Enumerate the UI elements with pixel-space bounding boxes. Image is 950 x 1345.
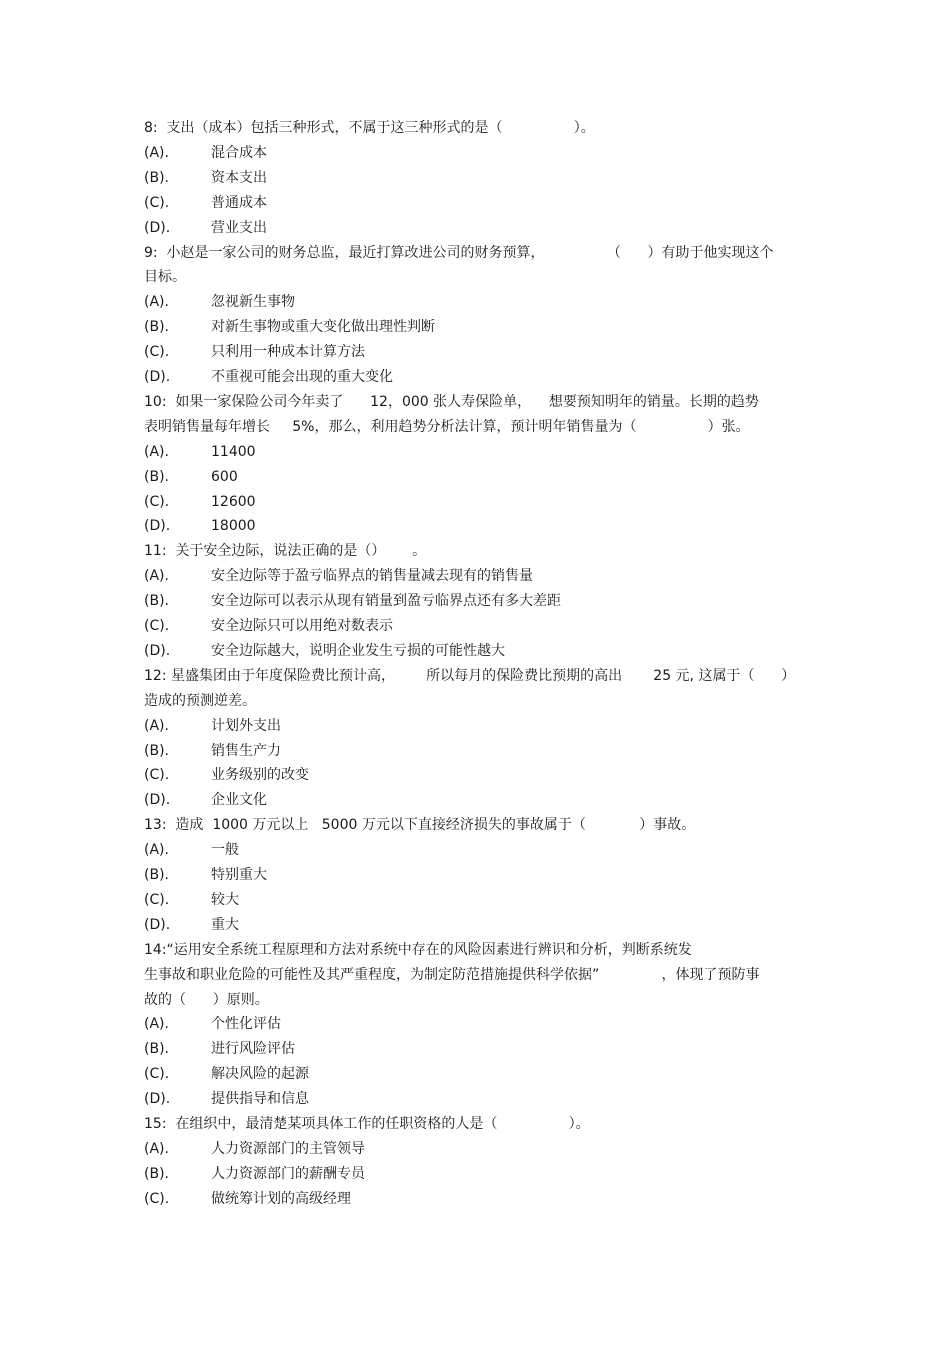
option-text: 忽视新生事物 bbox=[211, 294, 295, 311]
option-text: 营业支出 bbox=[211, 219, 267, 236]
option-letter: (D). bbox=[144, 916, 171, 933]
question-stem-line: 14:“运用安全系统工程原理和方法对系统中存在的风险因素进行辨识和分析，判断系统发 bbox=[144, 941, 692, 958]
question-stem-line: 目标。 bbox=[144, 269, 186, 286]
question-stem-line: 10: 如果一家保险公司今年卖了 12，000 张人寿保险单， 想要预知明年的销量。长期的趋势 bbox=[144, 393, 759, 410]
option-letter: (C). bbox=[144, 618, 170, 634]
question-stem-line: 故的（ ）原则。 bbox=[144, 991, 269, 1008]
option-letter: (D). bbox=[144, 792, 171, 809]
option-text: 安全边际可以表示从现有销量到盈亏临界点还有多大差距 bbox=[211, 593, 561, 610]
option-letter: (C). bbox=[144, 1066, 170, 1083]
option-text: 进行风险评估 bbox=[211, 1041, 295, 1058]
option-letter: (B). bbox=[144, 593, 169, 610]
option-letter: (A). bbox=[144, 842, 169, 859]
option-letter: (B). bbox=[144, 867, 169, 883]
question-stem-line: 表明销售量每年增长 5%，那么，利用趋势分析法计算，预计明年销售量为（ ）张。 bbox=[144, 418, 750, 435]
option-letter: (D). bbox=[144, 642, 171, 659]
option-text: 安全边际只可以用绝对数表示 bbox=[211, 618, 393, 634]
question-stem-line: 15: 在组织中，最清楚某项具体工作的任职资格的人是（ ）。 bbox=[144, 1116, 590, 1132]
option-text: 销售生产力 bbox=[211, 742, 281, 759]
option-text: 混合成本 bbox=[211, 144, 267, 161]
option-text: 11400 bbox=[211, 443, 256, 460]
option-letter: (A). bbox=[144, 1140, 169, 1157]
option-letter: (C). bbox=[144, 194, 170, 211]
option-letter: (C). bbox=[144, 344, 170, 361]
option-letter: (B). bbox=[144, 319, 169, 336]
option-letter: (D). bbox=[144, 518, 171, 535]
option-letter: (A). bbox=[144, 568, 169, 585]
option-letter: (A). bbox=[144, 443, 169, 460]
question-stem-line: 生事故和职业危险的可能性及其严重程度，为制定防范措施提供科学依据” ，体现了预防事 bbox=[144, 966, 760, 983]
option-text: 提供指导和信息 bbox=[211, 1091, 309, 1108]
option-letter: (C). bbox=[144, 767, 170, 784]
option-text: 一般 bbox=[211, 842, 239, 859]
question-stem-line: 8: 支出（成本）包括三种形式，不属于这三种形式的是（ ）。 bbox=[144, 120, 595, 136]
option-letter: (B). bbox=[144, 1041, 169, 1058]
option-text: 计划外支出 bbox=[211, 717, 281, 734]
option-letter: (C). bbox=[144, 1190, 170, 1207]
option-letter: (C). bbox=[144, 891, 170, 908]
option-text: 特别重大 bbox=[211, 867, 267, 883]
option-letter: (A). bbox=[144, 144, 169, 161]
option-letter: (D). bbox=[144, 1091, 171, 1108]
option-letter: (D). bbox=[144, 369, 171, 385]
option-text: 12600 bbox=[211, 493, 256, 510]
option-letter: (B). bbox=[144, 169, 169, 186]
option-letter: (D). bbox=[144, 219, 171, 236]
question-stem-line: 13: 造成 1000 万元以上 5000 万元以下直接经济损失的事故属于（ ）事故。 bbox=[144, 817, 696, 834]
option-text: 资本支出 bbox=[211, 169, 267, 186]
option-text: 600 bbox=[211, 468, 238, 485]
option-text: 较大 bbox=[211, 891, 239, 908]
option-text: 解决风险的起源 bbox=[211, 1066, 309, 1083]
option-text: 个性化评估 bbox=[211, 1016, 281, 1033]
option-letter: (B). bbox=[144, 468, 169, 485]
option-text: 人力资源部门的薪酬专员 bbox=[211, 1165, 365, 1182]
option-text: 重大 bbox=[211, 916, 239, 933]
question-stem-line: 9: 小赵是一家公司的财务总监，最近打算改进公司的财务预算， （ ）有助于他实现这个 bbox=[144, 244, 774, 261]
option-letter: (A). bbox=[144, 717, 169, 734]
option-letter: (A). bbox=[144, 1016, 169, 1033]
option-text: 企业文化 bbox=[211, 792, 267, 809]
option-text: 人力资源部门的主管领导 bbox=[211, 1140, 365, 1157]
option-text: 安全边际等于盈亏临界点的销售量减去现有的销售量 bbox=[211, 568, 533, 585]
question-stem-line: 造成的预测逆差。 bbox=[144, 692, 256, 709]
option-letter: (A). bbox=[144, 294, 169, 311]
option-text: 不重视可能会出现的重大变化 bbox=[211, 369, 393, 385]
option-text: 18000 bbox=[211, 518, 256, 535]
option-text: 对新生事物或重大变化做出理性判断 bbox=[211, 319, 435, 336]
option-letter: (B). bbox=[144, 1165, 169, 1182]
option-text: 做统筹计划的高级经理 bbox=[211, 1190, 351, 1207]
question-stem-line: 11: 关于安全边际，说法正确的是（） 。 bbox=[144, 543, 427, 560]
option-letter: (C). bbox=[144, 493, 170, 510]
question-stem-line: 12: 星盛集团由于年度保险费比预计高， 所以每月的保险费比预期的高出 25 元, 这属于（ ） bbox=[144, 667, 796, 684]
option-text: 普通成本 bbox=[211, 194, 267, 211]
option-letter: (B). bbox=[144, 742, 169, 759]
option-text: 业务级别的改变 bbox=[211, 767, 309, 784]
option-text: 安全边际越大，说明企业发生亏损的可能性越大 bbox=[211, 642, 505, 659]
option-text: 只利用一种成本计算方法 bbox=[211, 344, 365, 361]
